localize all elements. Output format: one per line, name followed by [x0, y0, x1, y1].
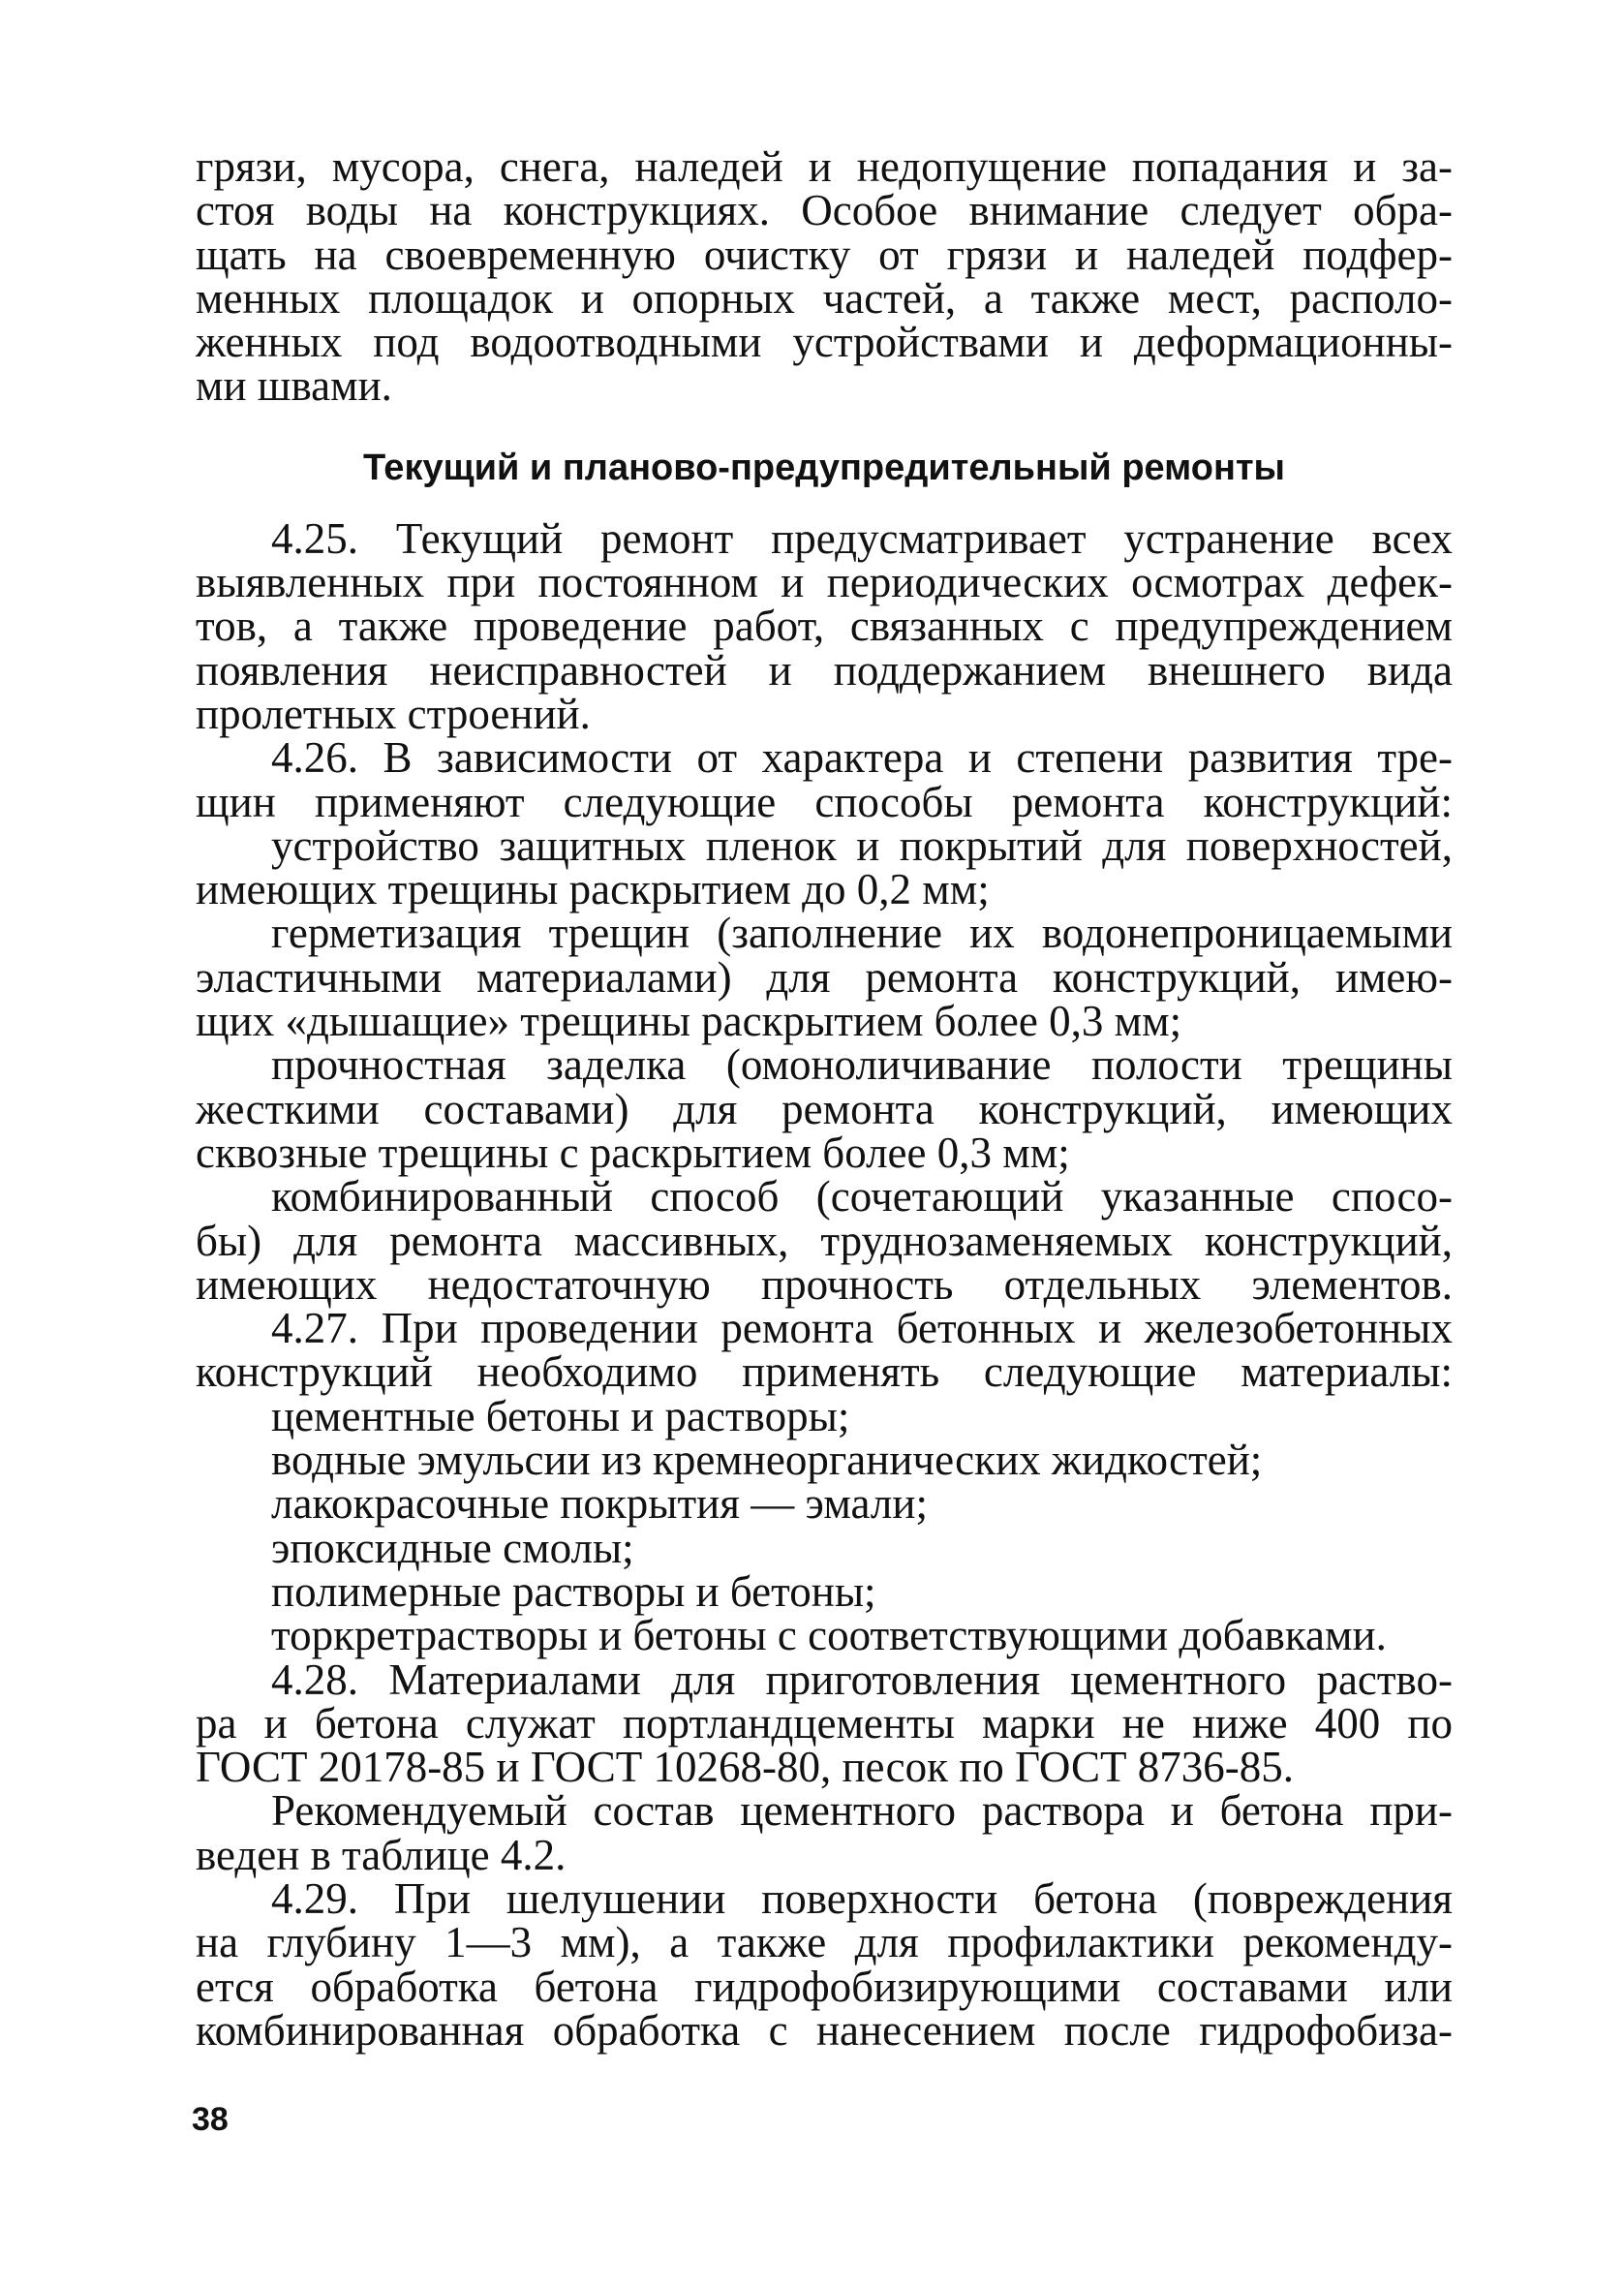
repair-method-4 — [196, 1172, 1453, 1309]
text-line: сквозные трещины с раскрытием более 0,3 мм; — [196, 1128, 1070, 1177]
repair-method-1 — [196, 820, 1453, 914]
text-line: 4.26. В зависимости от характера и степени развития тре- — [271, 733, 1453, 783]
text-line: комбинированный способ (сочетающий указанные спосо- — [271, 1172, 1453, 1222]
list-item: водные эмульсии из кремнеорганических жидкостей; — [271, 1436, 1263, 1485]
text-line: жесткими составами) для ремонта конструкций, имеющих — [196, 1084, 1453, 1133]
text-line: герметизация трещин (заполнение их водонепроницаемыми — [271, 909, 1453, 958]
list-item: эпоксидные смолы; — [271, 1523, 634, 1572]
list-item: торкретрастворы и бетоны с соответствующими добавками. — [271, 1611, 1387, 1660]
text-line: имеющих недостаточную прочность отдельных элементов. — [196, 1259, 1453, 1309]
text-line: имеющих трещины раскрытием до 0,2 мм; — [196, 865, 990, 914]
text-line: ра и бетона служат портландцементы марки не ниже 400 по — [196, 1698, 1453, 1748]
text-line: женных под водоотводными устройствами и деформационны- — [196, 318, 1453, 367]
text-line: выявленных при постоянном и периодических осмотрах дефек- — [196, 558, 1453, 607]
text-line: ми швами. — [196, 361, 392, 411]
text-line: ГОСТ 20178-85 и ГОСТ 10268-80, песок по ГОСТ 8736-85. — [196, 1743, 1294, 1792]
text-line: 4.25. Текущий ремонт предусматривает устранение всех — [271, 513, 1453, 563]
text-line: конструкций необходимо применять следующие материалы: — [196, 1347, 1453, 1397]
text-line: ется обработка бетона гидрофобизирующими составами или — [196, 1962, 1453, 2011]
text-line: 4.29. При шелушении поверхности бетона (повреждения — [271, 1873, 1453, 1923]
text-line: эластичными материалами) для ремонта конструкций, имею- — [196, 952, 1453, 1002]
repair-method-3 — [196, 1040, 1453, 1177]
paragraph-4-25 — [196, 513, 1453, 738]
text-line: щин применяют следующие способы ремонта конструкций: — [196, 777, 1453, 826]
text-line: прочностная заделка (омоноличивание полости трещины — [271, 1040, 1453, 1090]
list-item: цементные бетоны и растворы; — [271, 1391, 850, 1440]
text-line: 4.27. При проведении ремонта бетонных и железобетонных — [271, 1304, 1453, 1353]
paragraph-4-29 — [196, 1873, 1453, 2055]
section-heading: Текущий и планово-предупредительный ремонты — [362, 447, 1286, 488]
text-line: 4.28. Материалами для приготовления цементного раство- — [271, 1655, 1453, 1704]
text-line: на глубину 1—3 мм), а также для профилактики рекоменду- — [196, 1918, 1453, 1967]
text-line: комбинированная обработка с нанесением после гидрофобиза- — [196, 2005, 1453, 2055]
paragraph-4-27 — [196, 1304, 1453, 1397]
text-line: щих «дышащие» трещины раскрытием более 0,3 мм; — [196, 997, 1182, 1046]
text-line: щать на своевременную очистку от грязи и наледей подфер- — [196, 230, 1453, 279]
text-line: пролетных строений. — [196, 689, 591, 738]
text-line: стоя воды на конструкциях. Особое внимание следует обра- — [196, 186, 1453, 235]
page-number: 38 — [192, 2101, 229, 2138]
text-line: грязи, мусора, снега, наледей и недопущение попадания и за- — [196, 142, 1453, 191]
text-line: веден в таблице 4.2. — [196, 1830, 567, 1879]
materials-list — [196, 1391, 1453, 1660]
list-item: полимерные растворы и бетоны; — [271, 1566, 876, 1616]
text-line: устройство защитных пленок и покрытий для поверхностей, — [271, 820, 1453, 870]
paragraph-4-26 — [196, 733, 1453, 826]
list-item: лакокрасочные покрытия — эмали; — [271, 1479, 928, 1529]
text-line: менных площадок и опорных частей, а также мест, располо- — [196, 273, 1453, 323]
text-line: тов, а также проведение работ, связанных с предупреждением — [196, 602, 1453, 651]
text-line: бы) для ремонта массивных, труднозаменяемых конструкций, — [196, 1216, 1453, 1265]
paragraph-4-28-continued — [196, 1786, 1453, 1879]
text-line: Рекомендуемый состав цементного раствора и бетона при- — [271, 1786, 1453, 1836]
paragraph-4-28 — [196, 1655, 1453, 1792]
text-line: появления неисправностей и поддержанием внешнего вида — [196, 645, 1453, 695]
body-text — [196, 142, 1453, 2055]
intro-paragraph — [196, 142, 1453, 411]
repair-method-2 — [196, 909, 1453, 1046]
